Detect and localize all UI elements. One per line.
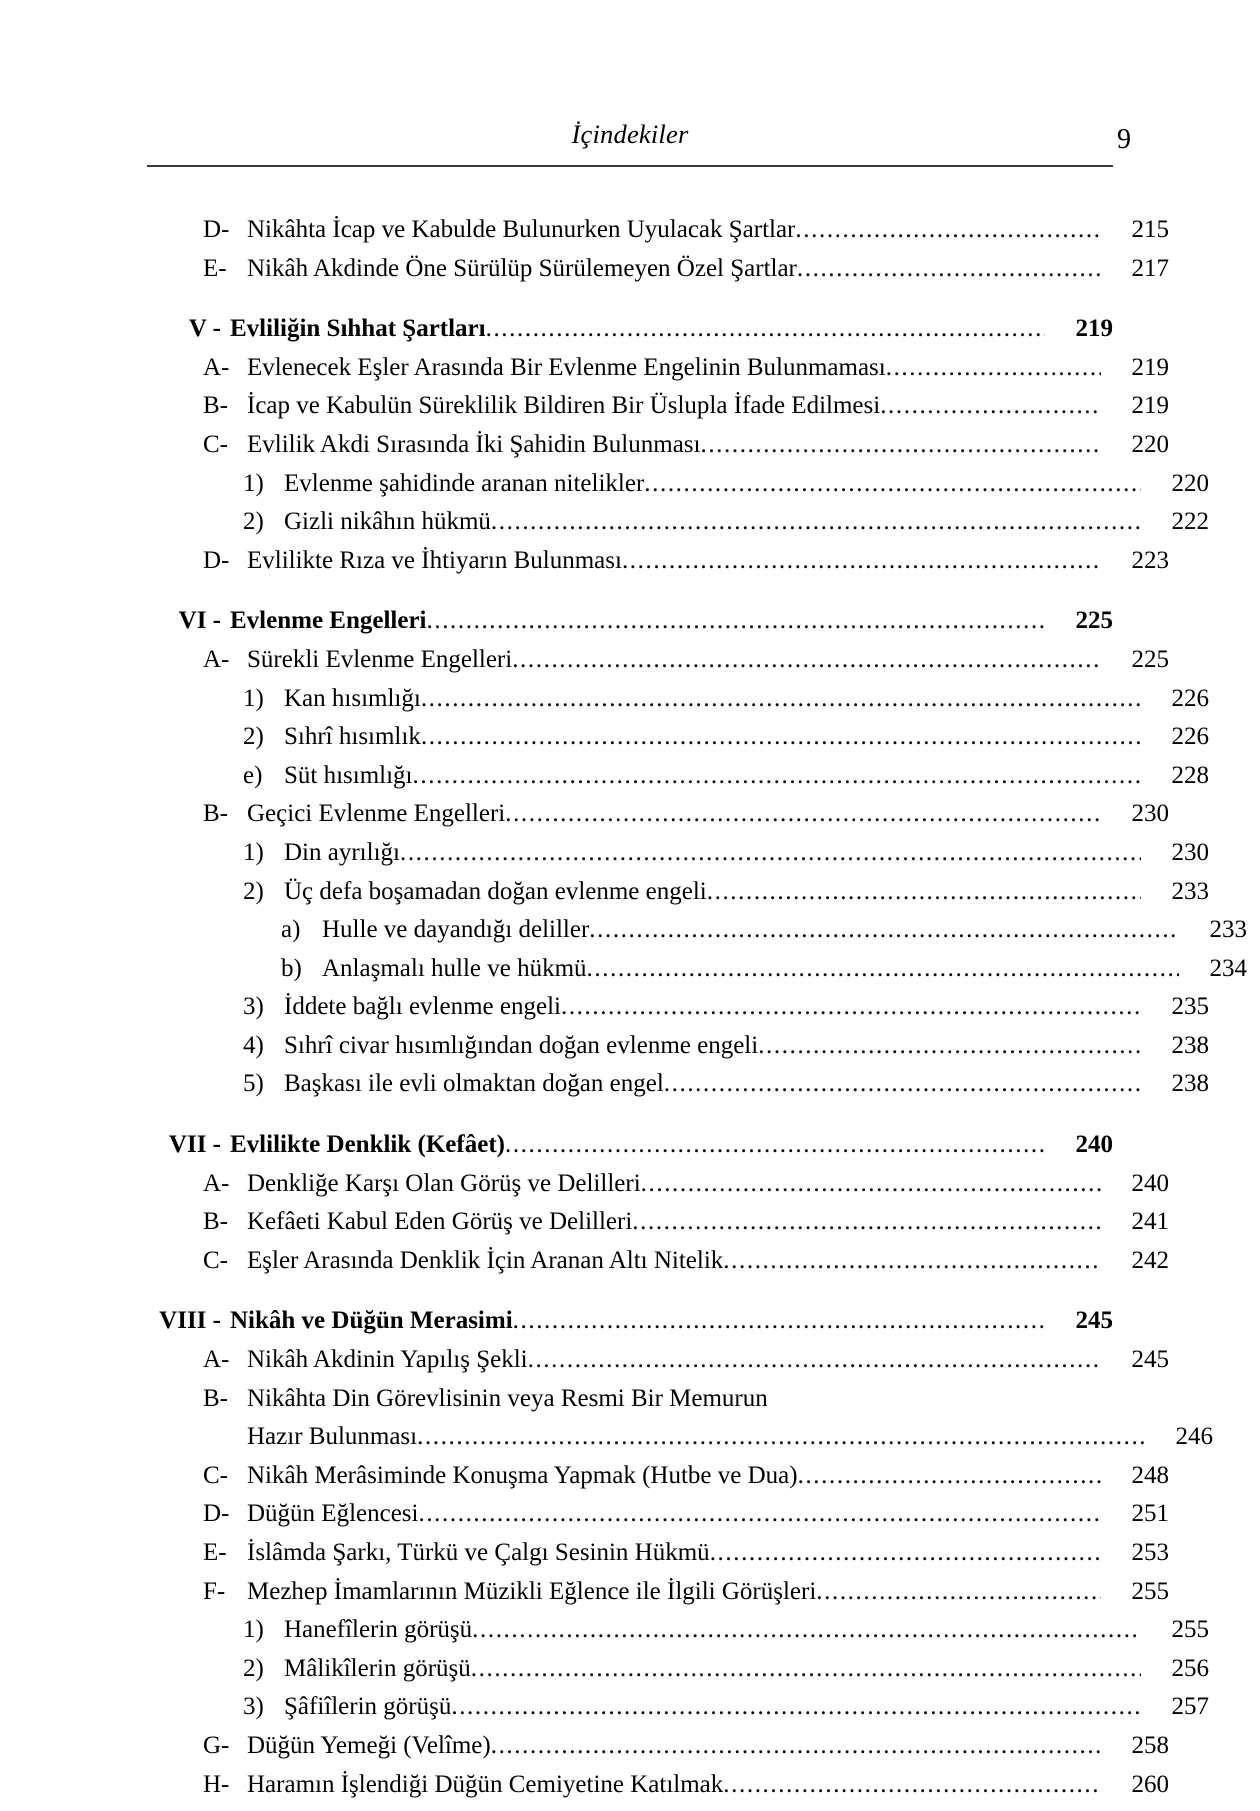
toc-entry-marker: B- — [203, 1384, 228, 1412]
toc-entry[interactable] — [147, 1203, 1169, 1242]
page-number: 9 — [1117, 124, 1131, 155]
toc-leader-dots — [707, 879, 1141, 904]
toc-leader-dots — [421, 686, 1141, 711]
toc-entry[interactable] — [147, 1688, 1209, 1727]
toc-entry-page: 225 — [1075, 607, 1113, 635]
toc-leader-dots — [797, 256, 1101, 281]
toc-entry[interactable] — [147, 911, 1247, 950]
toc-entry[interactable] — [147, 1341, 1169, 1380]
toc-entry-page: 217 — [1131, 254, 1169, 282]
toc-entry-marker: D- — [203, 1500, 230, 1528]
toc-entry-title: Düğün Yemeği (Velîme) — [247, 1731, 491, 1759]
toc-entry-page: 253 — [1131, 1539, 1169, 1566]
toc-entry[interactable] — [147, 1766, 1169, 1805]
toc-entry-marker: B- — [203, 1208, 228, 1236]
toc-entry[interactable] — [147, 1457, 1169, 1496]
toc-entry[interactable] — [147, 988, 1209, 1027]
toc-entry[interactable] — [147, 602, 1113, 641]
toc-entry-title: Evliliğin Sıhhat Şartları — [230, 315, 486, 343]
toc-leader-dots — [710, 1540, 1101, 1565]
toc-entry-label — [203, 1495, 418, 1534]
toc-entry-page: 242 — [1131, 1246, 1169, 1274]
toc-entry[interactable] — [147, 503, 1209, 542]
toc-entry-marker: 5) — [243, 1070, 264, 1098]
toc-entry[interactable] — [147, 718, 1209, 757]
toc-entry-title: Mezhep İmamlarının Müzikli Eğlence ile İlgili Görüşleri — [247, 1577, 817, 1605]
toc-leader-dots — [512, 647, 1101, 672]
toc-leader-dots — [561, 994, 1141, 1019]
toc-entry-label — [203, 387, 880, 426]
toc-entry-page: 219 — [1131, 392, 1169, 420]
toc-entry-page: 220 — [1131, 430, 1169, 458]
toc-entry-marker: C- — [203, 1246, 228, 1274]
toc-entry[interactable] — [147, 465, 1209, 504]
toc-entry-label — [203, 1534, 710, 1573]
toc-entry-title: Kefâeti Kabul Eden Görüş ve Delilleri — [247, 1208, 633, 1236]
toc-entry-marker: A- — [203, 1169, 230, 1197]
toc-leader-dots — [418, 1501, 1101, 1526]
toc-entry-title: Hanefîlerin görüşü — [284, 1616, 473, 1644]
toc-entry-label — [203, 1380, 768, 1419]
toc-entry-title: Evlenme Engelleri — [230, 607, 427, 635]
toc-entry-marker: H- — [203, 1770, 230, 1798]
toc-leader-dots — [723, 1772, 1101, 1797]
toc-entry-page: 241 — [1131, 1208, 1169, 1236]
toc-entry-marker: V - — [188, 315, 221, 343]
toc-entry[interactable] — [147, 873, 1209, 912]
toc-entry-page: 245 — [1131, 1346, 1169, 1374]
toc-leader-dots — [798, 1463, 1101, 1488]
toc-entry-page: 234 — [1209, 954, 1247, 982]
toc-entry-title: Evlilik Akdi Sırasında İki Şahidin Bulunması — [247, 430, 701, 458]
toc-entry[interactable] — [147, 542, 1169, 581]
toc-entry-marker: E- — [203, 254, 227, 282]
toc-entry-title: Hazır Bulunması — [247, 1423, 418, 1451]
toc-entry-title: Hulle ve dayandığı deliller — [322, 916, 590, 944]
running-head-title: İçindekiler — [571, 119, 689, 149]
toc-entry-marker: B- — [203, 392, 228, 420]
toc-entry[interactable] — [147, 250, 1169, 289]
toc-entry-marker: 3) — [243, 1693, 264, 1721]
toc-entry-page: 228 — [1171, 761, 1209, 789]
toc-entry-marker: B- — [203, 800, 228, 828]
toc-entry-title: Evlilikte Rıza ve İhtiyarın Bulunması — [247, 546, 622, 574]
toc-entry-page: 230 — [1171, 838, 1209, 866]
toc-entry-title: Nikâh Merâsiminde Konuşma Yapmak (Hutbe ve Dua) — [247, 1461, 798, 1489]
toc-entry[interactable] — [147, 1380, 1169, 1419]
toc-entry-marker: 1) — [243, 469, 264, 497]
toc-entry-label — [243, 503, 491, 542]
toc-leader-dots — [622, 548, 1101, 573]
toc-entry-page: 235 — [1171, 993, 1209, 1021]
toc-entry[interactable] — [147, 1027, 1209, 1066]
toc-leader-dots — [505, 1132, 1045, 1157]
toc-entry[interactable] — [147, 349, 1169, 388]
toc-entry-title: Sıhrî hısımlık — [284, 723, 421, 751]
toc-entry-marker: F- — [203, 1577, 226, 1605]
toc-entry-title: Evlenme şahidinde aranan nitelikler — [284, 469, 645, 497]
toc-leader-dots — [491, 509, 1141, 534]
toc-entry[interactable] — [147, 1495, 1169, 1534]
toc-entry-label — [243, 1065, 664, 1104]
toc-entry-label — [203, 1242, 723, 1281]
toc-entry-title: Nikâhta Din Görevlisinin veya Resmi Bir Memurun — [247, 1384, 768, 1412]
toc-leader-dots — [758, 1033, 1141, 1058]
toc-entry-page: 219 — [1131, 353, 1169, 381]
header-divider — [147, 165, 1113, 167]
toc-leader-dots — [427, 608, 1046, 633]
toc-entry-marker: 1) — [243, 1616, 264, 1644]
toc-entry-page: 240 — [1075, 1131, 1113, 1159]
toc-entry[interactable] — [147, 1165, 1169, 1204]
toc-entry-marker: VII - — [168, 1131, 221, 1159]
toc-entry-title: Başkası ile evli olmaktan doğan engel — [284, 1070, 664, 1098]
toc-entry-label — [203, 1203, 632, 1242]
toc-entry-title: Geçici Evlenme Engelleri — [247, 800, 506, 828]
toc-entry-marker: A- — [203, 353, 230, 381]
toc-leader-dots — [417, 1424, 1145, 1449]
toc-leader-dots — [644, 471, 1141, 496]
table-of-contents — [147, 167, 1247, 1804]
toc-entry-label — [203, 1727, 491, 1766]
toc-entry-marker: 2) — [243, 508, 264, 536]
toc-entry-label — [243, 1027, 758, 1066]
toc-entry[interactable] — [147, 1065, 1209, 1104]
toc-entry-marker: E- — [203, 1539, 227, 1566]
toc-leader-dots — [768, 1381, 1101, 1406]
toc-entry-page: 248 — [1131, 1461, 1169, 1489]
toc-entry[interactable] — [147, 1242, 1169, 1281]
toc-entry-page: 226 — [1171, 684, 1209, 712]
toc-leader-dots — [880, 393, 1101, 418]
toc-entry-title: İslâmda Şarkı, Türkü ve Çalgı Sesinin Hükmü — [247, 1539, 710, 1566]
toc-entry-marker: 4) — [243, 1031, 264, 1059]
toc-entry-title: Eşler Arasında Denklik İçin Aranan Altı Nitelik — [247, 1246, 724, 1274]
toc-leader-dots — [700, 432, 1101, 457]
toc-leader-dots — [664, 1071, 1141, 1096]
toc-entry-title: Sürekli Evlenme Engelleri — [247, 645, 513, 673]
toc-entry-marker: 2) — [243, 877, 264, 905]
toc-entry[interactable] — [147, 641, 1169, 680]
toc-leader-dots — [886, 355, 1101, 380]
toc-entry[interactable] — [147, 757, 1209, 796]
toc-entry-page: 233 — [1171, 877, 1209, 905]
toc-entry-label — [147, 310, 486, 349]
toc-entry[interactable] — [147, 310, 1113, 349]
toc-entry-page: 215 — [1131, 216, 1169, 243]
toc-entry-label — [203, 1165, 641, 1204]
toc-entry-page: 219 — [1075, 315, 1113, 343]
toc-entry[interactable] — [147, 795, 1169, 834]
toc-entry[interactable] — [147, 211, 1169, 250]
toc-leader-dots — [486, 316, 1045, 341]
toc-leader-dots — [471, 1656, 1141, 1681]
toc-entry-title: Nikâhta İcap ve Kabulde Bulunurken Uyulacak Şartlar — [247, 216, 796, 243]
toc-entry-marker: VIII - — [159, 1307, 221, 1335]
toc-entry-label — [203, 1457, 798, 1496]
toc-entry-label — [243, 718, 421, 757]
toc-entry[interactable] — [147, 1727, 1169, 1766]
toc-entry-title: Sıhrî civar hısımlığından doğan evlenme engeli — [284, 1031, 759, 1059]
toc-leader-dots — [505, 801, 1101, 826]
toc-entry-label — [147, 1302, 513, 1341]
toc-entry-label — [243, 1688, 451, 1727]
toc-leader-dots — [632, 1209, 1101, 1234]
toc-entry-label — [203, 211, 795, 250]
toc-entry-label — [243, 873, 707, 912]
toc-leader-dots — [587, 956, 1179, 981]
toc-entry-marker: A- — [203, 1346, 230, 1374]
toc-leader-dots — [528, 1347, 1101, 1372]
toc-entry-label — [147, 602, 427, 641]
toc-entry-marker: e) — [243, 761, 263, 789]
page-header — [147, 0, 1131, 167]
toc-entry-title: Anlaşmalı hulle ve hükmü — [322, 954, 587, 982]
toc-entry-label — [203, 349, 886, 388]
toc-leader-dots — [513, 1308, 1045, 1333]
toc-entry-label — [243, 834, 400, 873]
toc-entry-marker: A- — [203, 645, 230, 673]
toc-entry-title: Süt hısımlığı — [284, 761, 413, 789]
toc-entry-page: 246 — [1175, 1423, 1213, 1451]
toc-entry-marker: a) — [281, 916, 301, 944]
toc-entry-page: 233 — [1209, 916, 1247, 944]
toc-entry-title: İddete bağlı evlenme engeli — [284, 993, 561, 1021]
toc-entry-label — [203, 426, 700, 465]
toc-entry-page: 220 — [1171, 469, 1209, 497]
toc-entry[interactable] — [147, 950, 1247, 989]
toc-entry-page: 245 — [1075, 1307, 1113, 1335]
toc-entry-label — [203, 641, 512, 680]
toc-entry-page: 222 — [1171, 508, 1209, 536]
toc-entry-label — [243, 1650, 471, 1689]
toc-entry-page: 257 — [1171, 1693, 1209, 1721]
toc-leader-dots — [795, 217, 1101, 242]
toc-entry[interactable] — [147, 1650, 1209, 1689]
toc-entry-title: Mâlikîlerin görüşü — [284, 1654, 471, 1682]
toc-entry-title: Düğün Eğlencesi — [247, 1500, 419, 1528]
toc-entry-label — [203, 1766, 723, 1805]
toc-entry-label — [203, 1573, 816, 1612]
toc-leader-dots — [472, 1617, 1141, 1642]
toc-entry-page: 223 — [1131, 546, 1169, 574]
toc-entry[interactable] — [147, 834, 1209, 873]
toc-entry-page: 225 — [1131, 645, 1169, 673]
toc-entry-marker: VI - — [178, 607, 221, 635]
toc-entry-title: Gizli nikâhın hükmü — [284, 508, 491, 536]
toc-leader-dots — [641, 1171, 1101, 1196]
toc-entry-page: 255 — [1131, 1577, 1169, 1605]
toc-entry-title: Evlenecek Eşler Arasında Bir Evlenme Engelinin Bulunmaması — [247, 353, 886, 381]
toc-entry-page: 230 — [1131, 800, 1169, 828]
toc-entry-marker: 2) — [243, 723, 264, 751]
toc-entry-page: 226 — [1171, 723, 1209, 751]
toc-entry-title: Üç defa boşamadan doğan evlenme engeli — [284, 877, 707, 905]
toc-leader-dots — [400, 840, 1141, 865]
toc-entry-label — [203, 1341, 528, 1380]
toc-entry-marker: 2) — [243, 1654, 264, 1682]
toc-entry[interactable] — [147, 387, 1169, 426]
toc-entry[interactable] — [147, 1126, 1113, 1165]
toc-entry-label — [203, 795, 505, 834]
toc-leader-dots — [421, 724, 1141, 749]
toc-entry-label — [243, 757, 413, 796]
toc-entry-title: Nikâh Akdinde Öne Sürülüp Sürülemeyen Özel Şartlar — [247, 254, 797, 282]
toc-entry-label — [243, 988, 561, 1027]
toc-entry-label — [243, 680, 421, 719]
toc-entry-page: 260 — [1131, 1770, 1169, 1798]
toc-entry-label — [243, 1611, 472, 1650]
toc-entry[interactable] — [147, 1418, 1213, 1457]
toc-entry-page: 238 — [1171, 1070, 1209, 1098]
toc-entry-label — [243, 465, 644, 504]
toc-entry-marker: 1) — [243, 838, 264, 866]
toc-entry-marker: C- — [203, 430, 228, 458]
toc-entry-label — [247, 1418, 417, 1457]
toc-entry[interactable] — [147, 1302, 1113, 1341]
toc-leader-dots — [723, 1248, 1101, 1273]
toc-entry-title: Kan hısımlığı — [284, 684, 421, 712]
toc-entry[interactable] — [147, 680, 1209, 719]
toc-entry-title: Şâfiîlerin görüşü — [284, 1693, 452, 1721]
toc-entry-title: Evlilikte Denklik (Kefâet) — [230, 1131, 505, 1159]
toc-entry-marker: 1) — [243, 684, 264, 712]
toc-entry-page: 251 — [1131, 1500, 1169, 1528]
toc-entry-marker: D- — [203, 216, 230, 243]
toc-leader-dots — [816, 1579, 1101, 1604]
toc-leader-dots — [589, 917, 1179, 942]
toc-leader-dots — [451, 1694, 1141, 1719]
toc-leader-dots — [413, 763, 1141, 788]
toc-leader-dots — [491, 1733, 1101, 1758]
toc-entry-label — [281, 911, 589, 950]
toc-entry-marker: C- — [203, 1461, 228, 1489]
toc-entry-marker: G- — [203, 1731, 230, 1759]
toc-entry-page: 240 — [1131, 1169, 1169, 1197]
toc-entry-title: Din ayrılığı — [284, 838, 400, 866]
toc-entry-marker: b) — [281, 954, 302, 982]
toc-entry-title: Haramın İşlendiği Düğün Cemiyetine Katılmak — [247, 1770, 724, 1798]
toc-entry-page: 238 — [1171, 1031, 1209, 1059]
toc-entry-label — [203, 250, 797, 289]
toc-entry[interactable] — [147, 1534, 1169, 1573]
toc-entry[interactable] — [147, 1611, 1209, 1650]
toc-entry-label — [147, 1126, 505, 1165]
toc-entry-label — [281, 950, 587, 989]
toc-entry-title: Denkliğe Karşı Olan Görüş ve Delilleri — [247, 1169, 641, 1197]
toc-entry-page: 256 — [1171, 1654, 1209, 1682]
toc-entry[interactable] — [147, 1573, 1169, 1612]
toc-entry-page: 255 — [1171, 1616, 1209, 1644]
toc-entry[interactable] — [147, 426, 1169, 465]
toc-entry-marker: D- — [203, 546, 230, 574]
toc-entry-title: Nikâh Akdinin Yapılış Şekli — [247, 1346, 528, 1374]
toc-entry-title: İcap ve Kabulün Süreklilik Bildiren Bir Üslupla İfade Edilmesi — [247, 392, 881, 420]
toc-entry-marker: 3) — [243, 993, 264, 1021]
toc-entry-title: Nikâh ve Düğün Merasimi — [230, 1307, 513, 1335]
toc-entry-page: 258 — [1131, 1731, 1169, 1759]
toc-entry-label — [203, 542, 622, 581]
